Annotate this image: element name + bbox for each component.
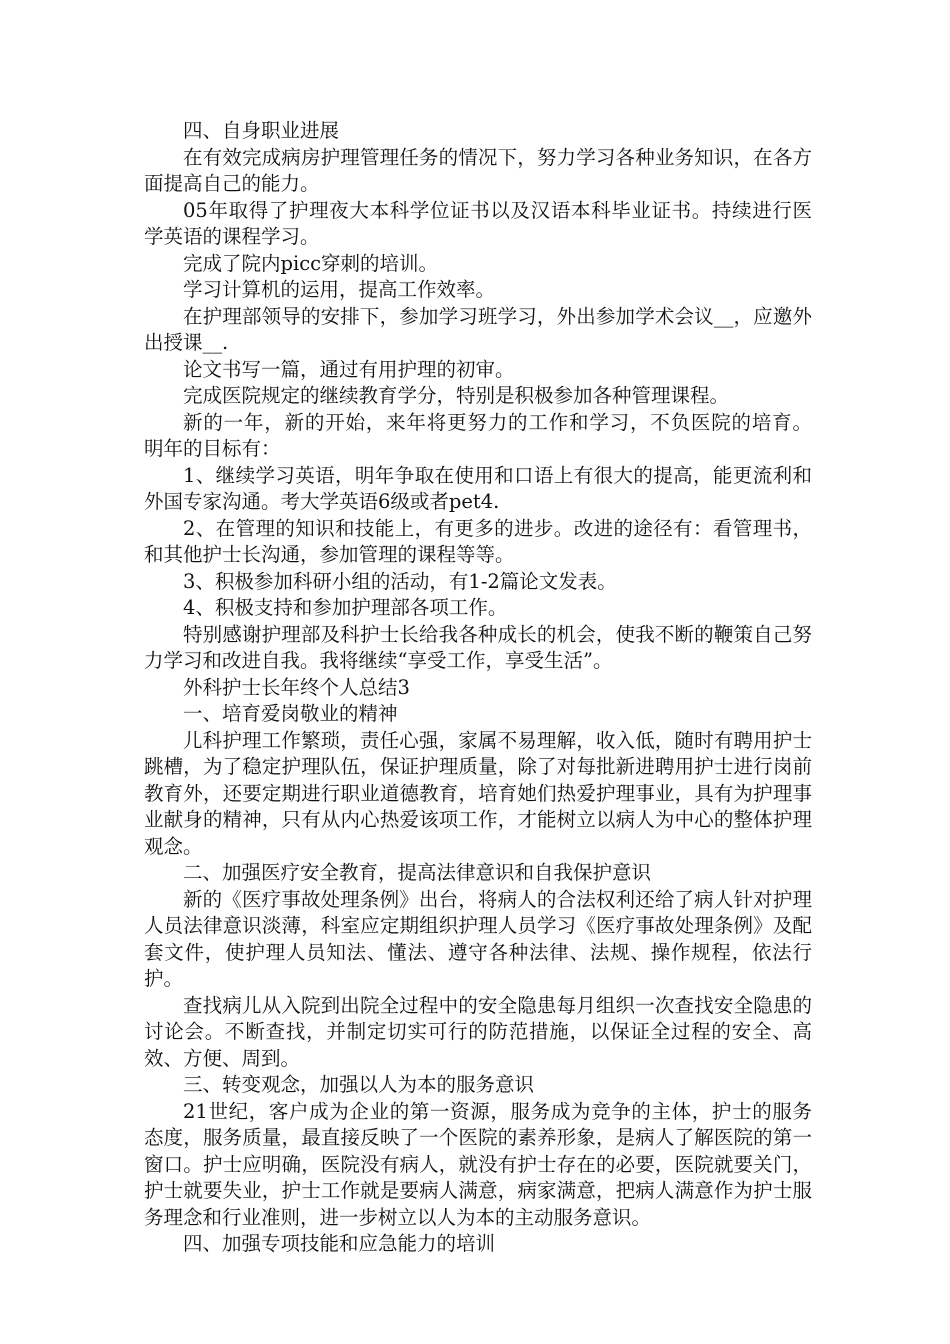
section-heading: 三、转变观念，加强以人为本的服务意识 bbox=[183, 1073, 535, 1096]
paragraph: 学习计算机的运用，提高工作效率。 bbox=[183, 278, 496, 301]
paragraph: 在有效完成病房护理管理任务的情况下，努力学习各种业务知识，在各方面提高自己的能力。 bbox=[144, 145, 812, 195]
paragraph: 完成医院规定的继续教育学分，特别是积极参加各种管理课程。 bbox=[183, 384, 730, 407]
paragraph: 新的《医疗事故处理条例》出台，将病人的合法权利还给了病人针对护理人员法律意识淡薄，科室应定期组织护理人员学习《医疗事故处理条例》及配套文件，使护理人员知法、懂法、遵守各种法律、法规、操作规程，依法行护。 bbox=[144, 887, 812, 990]
section-heading: 一、培育爱岗敬业的精神 bbox=[183, 702, 398, 725]
paragraph: 完成了院内picc穿刺的培训。 bbox=[183, 251, 439, 275]
paragraph: 查找病儿从入院到出院全过程中的安全隐患每月组织一次查找安全隐患的讨论会。不断查找，并制定切实可行的防范措施，以保证全过程的安全、高效、方便、周到。 bbox=[144, 993, 812, 1070]
paragraph: 儿科护理工作繁琐，责任心强，家属不易理解，收入低，随时有聘用护士跳槽，为了稳定护理队伍，保证护理质量，除了对每批新进聘用护士进行岗前教育外，还要定期进行职业道德教育，培育她们热爱护理事业，具有为护理事业献身的精神，只有从内心热爱该项工作，才能树立以病人为中心的整体护理观念。 bbox=[144, 728, 812, 858]
paragraph: 21世纪，客户成为企业的第一资源，服务成为竞争的主体，护士的服务态度，服务质量，最直接反映了一个医院的素养形象，是病人了解医院的第一窗口。护士应明确，医院没有病人，就没有护士存在的必要，医院就要关门，护士就要失业，护士工作就是要病人满意，病家满意，把病人满意作为护士服务理念和行业准则，进一步树立以人为本的主动服务意识。 bbox=[144, 1099, 812, 1229]
section-heading: 四、加强专项技能和应急能力的培训 bbox=[183, 1232, 496, 1255]
paragraph: 在护理部领导的安排下，参加学习班学习，外出参加学术会议__，应邀外出授课__. bbox=[144, 304, 812, 354]
document-body bbox=[144, 118, 812, 1258]
paragraph: 论文书写一篇，通过有用护理的初审。 bbox=[183, 357, 515, 381]
section-heading: 二、加强医疗安全教育，提高法律意识和自我保护意识 bbox=[183, 861, 652, 884]
section-heading: 四、自身职业进展 bbox=[183, 119, 340, 142]
paragraph: 05年取得了护理夜大本科学位证书以及汉语本科毕业证书。持续进行医学英语的课程学习。 bbox=[144, 198, 812, 248]
goal-item: 2、在管理的知识和技能上，有更多的进步。改进的途径有：看管理书，和其他护士长沟通，参加管理的课程等等。 bbox=[144, 516, 812, 566]
goal-item: 1、继续学习英语，明年争取在使用和口语上有很大的提高，能更流利和外国专家沟通。考大学英语6级或者pet4. bbox=[144, 463, 812, 513]
goal-item: 3、积极参加科研小组的活动，有1-2篇论文发表。 bbox=[183, 569, 617, 593]
document-title: 外科护士长年终个人总结3 bbox=[183, 675, 410, 699]
paragraph: 新的一年，新的开始，来年将更努力的工作和学习，不负医院的培育。 明年的目标有： bbox=[144, 410, 812, 460]
paragraph: 特别感谢护理部及科护士长给我各种成长的机会，使我不断的鞭策自己努力学习和改进自我。我将继续“享受工作，享受生活”。 bbox=[144, 622, 812, 672]
goal-item: 4、积极支持和参加护理部各项工作。 bbox=[183, 596, 508, 619]
